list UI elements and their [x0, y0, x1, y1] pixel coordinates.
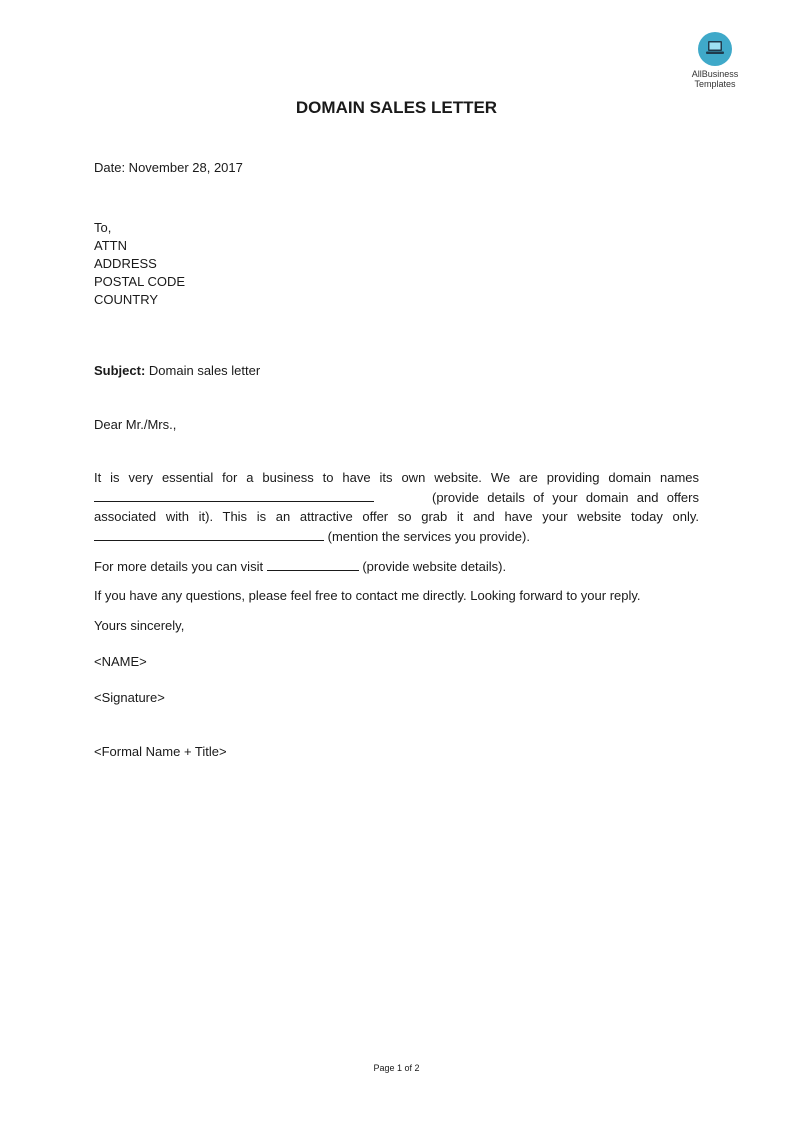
body-p1-start: It is very essential for a business to have its own website. We are providing domain names — [94, 470, 699, 485]
closing: Yours sincerely, — [94, 618, 185, 633]
services-blank — [94, 527, 324, 541]
body-paragraph-3: If you have any questions, please feel free to contact me directly. Looking forward to your reply. — [94, 588, 641, 603]
subject-label: Subject: — [94, 363, 146, 378]
letter-date: Date: November 28, 2017 — [94, 160, 243, 175]
logo-line-2: Templates — [694, 79, 736, 89]
document-title: DOMAIN SALES LETTER — [295, 98, 498, 117]
recipient-to: To, — [94, 220, 112, 235]
body-p1-end: (mention the services you provide). — [327, 528, 530, 544]
formal-name-placeholder: <Formal Name + Title> — [94, 744, 227, 759]
brand-logo — [683, 32, 747, 89]
body-p1-middle: (provide details of your domain and offers associated with it). This is an attractive offer so grab it and have your website today only. — [94, 489, 699, 524]
page-number: Page 1 of 2 — [373, 1063, 420, 1073]
website-blank — [267, 557, 359, 571]
domain-blank — [94, 488, 374, 502]
body-paragraph-2 — [94, 557, 506, 576]
signature-placeholder: <Signature> — [94, 690, 165, 705]
recipient-country: COUNTRY — [94, 292, 159, 307]
subject-text: Domain sales letter — [148, 363, 261, 378]
body-p2-start: For more details you can visit — [94, 559, 264, 574]
recipient-address: ADDRESS — [94, 256, 157, 271]
body-p2-end: (provide website details). — [362, 559, 507, 574]
logo-circle — [698, 32, 732, 66]
recipient-postal-code: POSTAL CODE — [94, 274, 186, 289]
greeting: Dear Mr./Mrs., — [94, 417, 177, 432]
logo-line-1: AllBusiness — [691, 69, 739, 79]
body-paragraph-1 — [94, 468, 699, 546]
logo-text — [683, 69, 747, 89]
recipient-attn: ATTN — [94, 238, 127, 253]
name-placeholder: <NAME> — [94, 654, 147, 669]
subject-line — [94, 362, 260, 380]
laptop-icon — [705, 40, 725, 56]
